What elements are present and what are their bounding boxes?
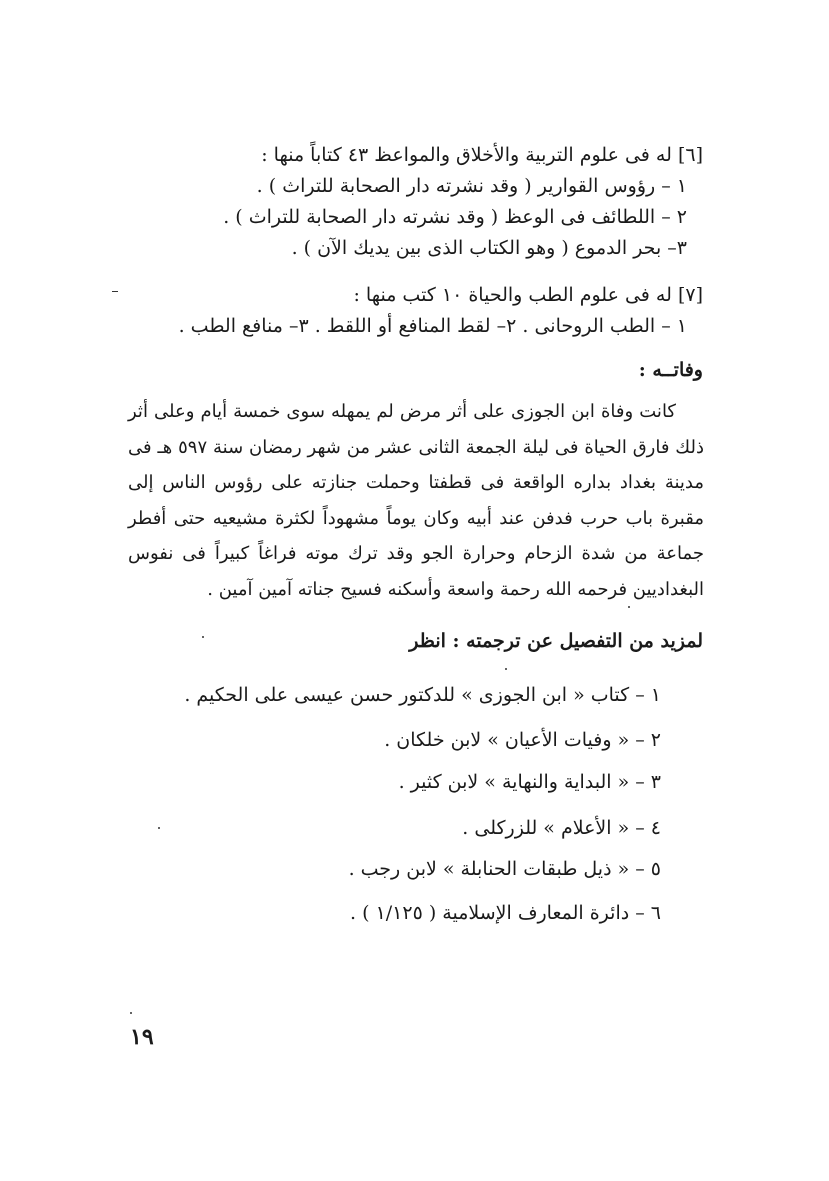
scan-speck (130, 1012, 132, 1014)
section6-item-1: ١ – رؤوس القوارير ( وقد نشرته دار الصحابة للتراث ) . (256, 175, 687, 197)
section6-item-2: ٢ – اللطائف فى الوعظ ( وقد نشرته دار الصحابة للتراث ) . (223, 206, 687, 228)
reference-item-2: ٢ – « وفيات الأعيان » لابن خلكان . (384, 729, 661, 751)
reference-item-4: ٤ – « الأعلام » للزركلى . (462, 817, 661, 839)
section7-intro: [٧] له فى علوم الطب والحياة ١٠ كتب منها : (353, 284, 703, 306)
scan-speck (202, 636, 204, 638)
reference-item-1: ١ – كتاب « ابن الجوزى » للدكتور حسن عيسى على الحكيم . (184, 684, 661, 706)
reference-item-3: ٣ – « البداية والنهاية » لابن كثير . (398, 771, 661, 793)
section7-items: ١ – الطب الروحانى . ٢– لقط المنافع أو اللقط . ٣– منافع الطب . (178, 315, 687, 337)
reference-item-5: ٥ – « ذيل طبقات الحنابلة » لابن رجب . (348, 858, 661, 880)
death-paragraph: كانت وفاة ابن الجوزى على أثر مرض لم يمهله سوى خمسة أيام وعلى أثر ذلك فارق الحياة فى ليلة الجمعة الثانى عشر من شهر رمضان سنة ٥٩٧ هـ فى مدينة بغداد بداره الواقعة فى قطفتا وحملت جنازته على رؤوس الناس إلى مقبرة باب حرب فدفن عند أبيه وكان يوماً مشهوداً لكثرة مشيعيه حتى أفطر جماعة من شدة الزحام وحرارة الجو وقد ترك موته فراغاً كبيراً فى نفوس البغداديين فرحمه الله رحمة واسعة وأسكنه فسيح جناته آمين آمين . (128, 401, 704, 600)
page-number: ١٩ (130, 1024, 154, 1050)
scan-speck (112, 291, 118, 292)
scan-speck (158, 827, 160, 829)
scan-speck (628, 606, 630, 608)
scan-speck (505, 668, 507, 670)
references-heading: لمزيد من التفصيل عن ترجمته : انظر (409, 630, 703, 652)
reference-item-6: ٦ – دائرة المعارف الإسلامية ( ١/١٢٥ ) . (350, 902, 661, 924)
section6-item-3: ٣– بحر الدموع ( وهو الكتاب الذى بين يديك الآن ) . (291, 237, 687, 259)
death-heading: وفاتــه : (638, 359, 703, 381)
section6-intro: [٦] له فى علوم التربية والأخلاق والمواعظ ٤٣ كتاباً منها : (261, 144, 703, 166)
